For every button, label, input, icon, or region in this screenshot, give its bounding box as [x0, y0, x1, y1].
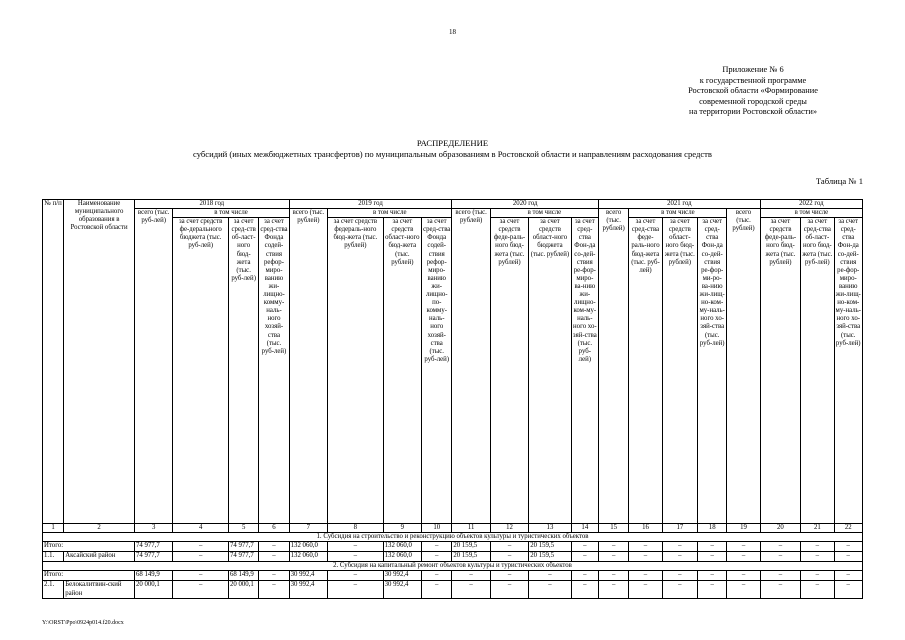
- header-total-2018: всего (тыс. руб-лей): [134, 209, 172, 524]
- value-cell: –: [328, 571, 384, 581]
- header-sub: за счет средств област-ного бюд-жета (тыс. рублей): [662, 218, 697, 524]
- value-cell: –: [698, 581, 727, 598]
- value-cell: –: [629, 571, 662, 581]
- value-cell: 132 060,0: [383, 542, 421, 552]
- value-cell: –: [801, 552, 834, 562]
- value-cell: –: [529, 571, 571, 581]
- header-total-2022: всего (тыс. рублей): [727, 209, 760, 524]
- title-heading: РАСПРЕДЕЛЕНИЕ: [416, 138, 489, 148]
- header-sub: за счет сред-ства Фон-да со-дей-ствия ре-фор-ми-ро-ва-нию жи-лищ-но-ком-му-наль-ного хо-зяй-ства (тыс. руб-лей): [698, 218, 727, 524]
- section-title-row: [43, 562, 863, 571]
- value-cell: –: [490, 581, 528, 598]
- header-sub: за счет сред-ств об-ласт-ного бюд-жета (тыс. руб-лей): [228, 218, 258, 524]
- header-sub: за счет средств област-ного бюд-жета (тыс. рублей): [383, 218, 421, 524]
- document-title: [0, 138, 905, 160]
- row-number: 2.1.: [43, 581, 64, 598]
- value-cell: –: [422, 581, 452, 598]
- value-cell: –: [727, 581, 760, 598]
- column-number: 22: [834, 524, 862, 533]
- value-cell: –: [834, 552, 862, 562]
- column-number: 20: [760, 524, 800, 533]
- value-cell: 74 977,7: [134, 542, 172, 552]
- header-num: № п/п: [43, 200, 64, 524]
- value-cell: –: [834, 571, 862, 581]
- header-name: Наименование муниципального образования в Ростовской области: [64, 200, 135, 524]
- value-cell: –: [760, 581, 800, 598]
- value-cell: –: [328, 581, 384, 598]
- value-cell: –: [598, 542, 628, 552]
- value-cell: –: [571, 581, 598, 598]
- column-number: 10: [422, 524, 452, 533]
- appendix-line: к государственной программе: [699, 75, 807, 85]
- column-numbers: [43, 524, 863, 533]
- page-number: 18: [449, 28, 456, 36]
- column-number: 5: [228, 524, 258, 533]
- header-incl-2022: в том числе: [760, 209, 862, 218]
- section-title-row: [43, 533, 863, 542]
- appendix-line: Приложение № 6: [722, 65, 784, 74]
- value-cell: –: [173, 552, 229, 562]
- value-cell: –: [452, 571, 490, 581]
- value-cell: 132 060,0: [289, 542, 327, 552]
- column-number: 2: [64, 524, 135, 533]
- header-sub: за счет средств феде-раль-ного бюд-жета (тыс. рублей): [760, 218, 800, 524]
- section2-rows: [43, 571, 863, 598]
- title-subheading: субсидий (иных межбюджетных трансфертов) по муниципальным образованиям в Ростовской области и направлениям расходования средств: [193, 149, 712, 159]
- header-sub: за счет сред-ства феде-раль-ного бюд-жета (тыс. руб-лей): [629, 218, 662, 524]
- section1-title: 1. Субсидия на строительство и реконструкцию объектов культуры и туристических объектов: [43, 533, 863, 542]
- header-total-2019: всего (тыс. рублей): [289, 209, 327, 524]
- value-cell: 132 060,0: [289, 552, 327, 562]
- value-cell: –: [422, 552, 452, 562]
- column-number: 19: [727, 524, 760, 533]
- value-cell: –: [259, 571, 289, 581]
- header-row-incl: [43, 209, 863, 218]
- value-cell: –: [173, 581, 229, 598]
- value-cell: 74 977,7: [228, 552, 258, 562]
- row-total-label: Итого:: [43, 542, 135, 552]
- value-cell: –: [760, 542, 800, 552]
- value-cell: –: [801, 542, 834, 552]
- value-cell: 30 992,4: [289, 581, 327, 598]
- header-sub: за счет средств фе-дерального бюджета (тыс. руб-лей): [173, 218, 229, 524]
- appendix-line: на территории Ростовской области»: [688, 107, 818, 117]
- value-cell: –: [629, 552, 662, 562]
- value-cell: 20 159,5: [529, 542, 571, 552]
- value-cell: 20 159,5: [452, 552, 490, 562]
- value-cell: –: [760, 571, 800, 581]
- appendix-block: [643, 65, 863, 118]
- column-number: 15: [598, 524, 628, 533]
- value-cell: –: [259, 552, 289, 562]
- value-cell: 74 977,7: [228, 542, 258, 552]
- value-cell: –: [598, 581, 628, 598]
- header-sub: за счет средств феде-раль-ного бюд-жета (тыс. рублей): [490, 218, 528, 524]
- column-number: 3: [134, 524, 172, 533]
- value-cell: –: [173, 542, 229, 552]
- value-cell: –: [422, 571, 452, 581]
- header-sub: за счет сред-ства об-ласт-ного бюд-жета (тыс. руб-лей): [801, 218, 834, 524]
- value-cell: –: [571, 552, 598, 562]
- value-cell: –: [598, 571, 628, 581]
- value-cell: 20 159,5: [452, 542, 490, 552]
- file-path-footer: Y:\ORST\Ppo\0924p014.f20.docx: [42, 620, 124, 626]
- header-total-2020: всего (тыс. рублей): [452, 209, 490, 524]
- row-total-label: Итого:: [43, 571, 135, 581]
- value-cell: 68 149,9: [228, 571, 258, 581]
- value-cell: –: [490, 542, 528, 552]
- header-sub: за счет сред-ства Фонда содей-ствия рефор-миро-ванию жи-лищно-по-комму-наль-ного хозяй-ства (тыс. руб-лей): [422, 218, 452, 524]
- header-incl-2019: в том числе: [328, 209, 452, 218]
- value-cell: 30 992,4: [383, 581, 421, 598]
- value-cell: –: [698, 571, 727, 581]
- column-number-row: [43, 524, 863, 533]
- value-cell: –: [801, 571, 834, 581]
- value-cell: 68 149,9: [134, 571, 172, 581]
- value-cell: –: [834, 581, 862, 598]
- value-cell: –: [760, 552, 800, 562]
- value-cell: –: [452, 581, 490, 598]
- column-number: 12: [490, 524, 528, 533]
- value-cell: –: [259, 581, 289, 598]
- column-number: 17: [662, 524, 697, 533]
- header-total-2021: всего (тыс. рублей): [598, 209, 628, 524]
- value-cell: –: [727, 552, 760, 562]
- column-number: 7: [289, 524, 327, 533]
- header-row-years: [43, 200, 863, 209]
- value-cell: –: [727, 542, 760, 552]
- table-row: [43, 571, 863, 581]
- value-cell: –: [529, 581, 571, 598]
- section1-rows: [43, 542, 863, 562]
- section2-title: 2. Субсидия на капитальный ремонт объектов культуры и туристических объектов: [43, 562, 863, 571]
- value-cell: –: [698, 552, 727, 562]
- column-number: 6: [259, 524, 289, 533]
- column-number: 11: [452, 524, 490, 533]
- value-cell: –: [629, 581, 662, 598]
- value-cell: –: [834, 542, 862, 552]
- value-cell: –: [629, 542, 662, 552]
- value-cell: 20 000,1: [228, 581, 258, 598]
- value-cell: 20 000,1: [134, 581, 172, 598]
- appendix-line: современной городской среды: [699, 96, 807, 106]
- value-cell: –: [422, 542, 452, 552]
- value-cell: –: [662, 552, 697, 562]
- value-cell: –: [662, 571, 697, 581]
- header-sub: за счет средств федераль-ного бюд-жета (тыс. рублей): [328, 218, 384, 524]
- value-cell: 74 977,7: [134, 552, 172, 562]
- value-cell: –: [598, 552, 628, 562]
- municipality-name: Аксайский район: [64, 552, 135, 562]
- column-number: 21: [801, 524, 834, 533]
- header-year-2022: 2022 год: [760, 200, 862, 209]
- header-sub: за счет сред-ства Фон-да со-дей-ствия ре-фор-миро-ва-нию жи-лищно-ком-му-наль-ного хо-зяй-ства (тыс. руб-лей): [571, 218, 598, 524]
- value-cell: –: [801, 581, 834, 598]
- column-number: 14: [571, 524, 598, 533]
- value-cell: 20 159,5: [529, 552, 571, 562]
- column-number: 16: [629, 524, 662, 533]
- table-label: Таблица № 1: [815, 176, 863, 186]
- value-cell: –: [571, 571, 598, 581]
- column-number: 9: [383, 524, 421, 533]
- distribution-table: [42, 199, 863, 599]
- header-year-2021: 2021 год: [598, 200, 760, 209]
- value-cell: –: [173, 571, 229, 581]
- table-row: [43, 552, 863, 562]
- value-cell: –: [490, 552, 528, 562]
- value-cell: 30 992,4: [383, 571, 421, 581]
- value-cell: –: [490, 571, 528, 581]
- column-number: 13: [529, 524, 571, 533]
- value-cell: –: [662, 581, 697, 598]
- header-sub: за счет средств област-ного бюджета (тыс. рублей): [529, 218, 571, 524]
- municipality-name: Белокалитвин-ский район: [64, 581, 135, 598]
- column-number: 18: [698, 524, 727, 533]
- table-row: [43, 542, 863, 552]
- value-cell: –: [571, 542, 598, 552]
- value-cell: –: [328, 542, 384, 552]
- header-incl-2021: в том числе: [629, 209, 727, 218]
- row-number: 1.1.: [43, 552, 64, 562]
- header-year-2019: 2019 год: [289, 200, 452, 209]
- value-cell: –: [662, 542, 697, 552]
- header-incl-2018: в том числе: [173, 209, 289, 218]
- column-number: 1: [43, 524, 64, 533]
- column-number: 8: [328, 524, 384, 533]
- value-cell: 132 060,0: [383, 552, 421, 562]
- header-sub: за счет сред-ства Фон-да со-дей-ствия ре-фор-миро-ванию жи-лищ-но-ком-му-наль-ного хо-зяй-ства (тыс. руб-лей): [834, 218, 862, 524]
- header-sub: за счет сред-ства Фонда содей-ствия рефор-миро-ванию жи-лищно-комму-наль-ного хозяй-ства (тыс. руб-лей): [259, 218, 289, 524]
- column-number: 4: [173, 524, 229, 533]
- value-cell: –: [328, 552, 384, 562]
- header-year-2020: 2020 год: [452, 200, 599, 209]
- value-cell: –: [259, 542, 289, 552]
- header-incl-2020: в том числе: [490, 209, 598, 218]
- value-cell: 30 992,4: [289, 571, 327, 581]
- header-year-2018: 2018 год: [134, 200, 289, 209]
- appendix-line: Ростовской области «Формирование: [688, 86, 818, 96]
- table-row: [43, 581, 863, 598]
- value-cell: –: [698, 542, 727, 552]
- value-cell: –: [727, 571, 760, 581]
